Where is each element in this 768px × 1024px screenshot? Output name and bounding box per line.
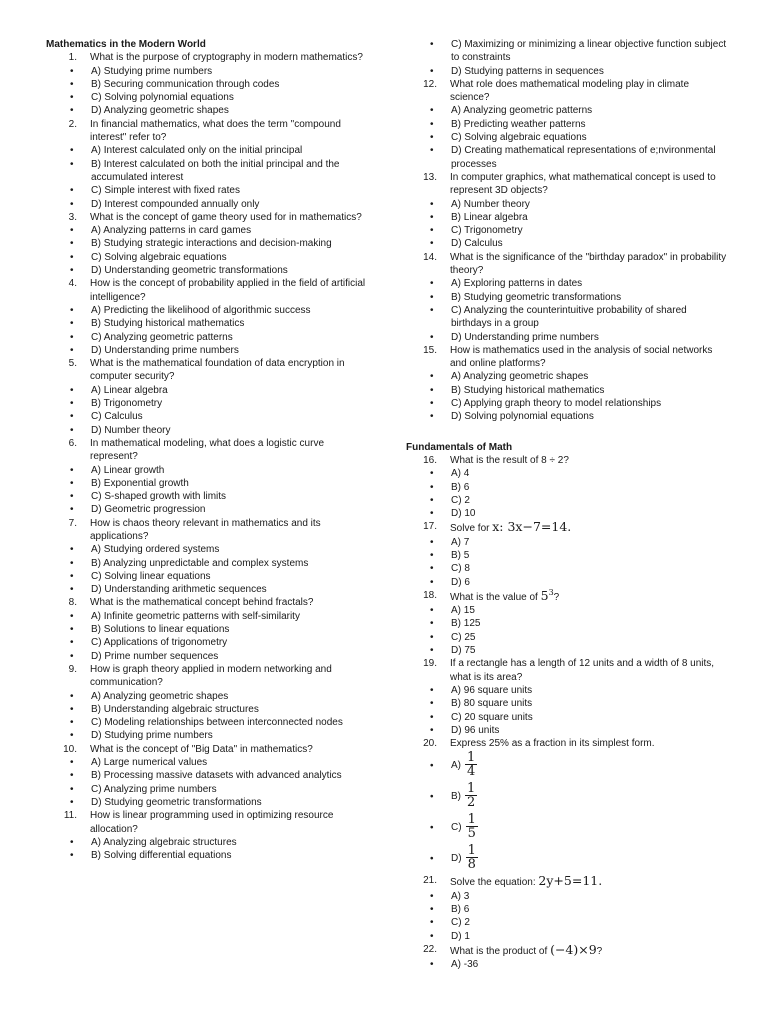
- question-number: 7.: [68, 517, 77, 529]
- option-list: [406, 277, 728, 343]
- option-list: [46, 610, 366, 663]
- question-number: 14.: [423, 251, 437, 263]
- question-20: [406, 737, 728, 750]
- answer-option: • B) Securing communication through codes: [91, 78, 366, 91]
- answer-option: • A) Analyzing algebraic structures: [91, 836, 366, 849]
- answer-option: • D) 6: [451, 576, 728, 589]
- question-number: 3.: [68, 211, 77, 223]
- question-13: [406, 171, 728, 198]
- answer-option: • C) 2: [451, 916, 728, 929]
- answer-option: • D) Studying prime numbers: [91, 729, 366, 742]
- question-text-prefix: Solve for: [450, 523, 490, 535]
- question-number: 9.: [68, 663, 77, 675]
- question-number: 5.: [68, 358, 77, 370]
- question-3: [46, 211, 366, 224]
- answer-option: • B) 5: [451, 549, 728, 562]
- question-1: [46, 51, 366, 64]
- fraction: [465, 782, 477, 809]
- question-text: In computer graphics, what mathematical concept is used to represent 3D objects?: [450, 171, 716, 197]
- answer-option: • B) Studying strategic interactions and decision-making: [91, 237, 366, 250]
- answer-option: [451, 750, 728, 781]
- question-6: [46, 437, 366, 464]
- answer-option: • C) Maximizing or minimizing a linear objective function subject to constraints: [451, 38, 728, 65]
- answer-option: • D) Studying geometric transformations: [91, 796, 366, 809]
- question-number: 20.: [423, 738, 437, 750]
- option-list: [406, 104, 728, 170]
- question-number: 18.: [423, 589, 437, 601]
- question-9: [46, 663, 366, 690]
- answer-option: • A) Exploring patterns in dates: [451, 277, 728, 290]
- question-text: What is the concept of "Big Data" in mathematics?: [90, 743, 313, 755]
- question-number: 2.: [68, 118, 77, 130]
- fraction: [466, 813, 478, 840]
- answer-option: • B) 125: [451, 617, 728, 630]
- fraction-denominator: 8: [467, 857, 476, 873]
- answer-option: • B) Processing massive datasets with advanced analytics: [91, 769, 366, 782]
- answer-option: • B) 80 square units: [451, 697, 728, 710]
- answer-option: • A) Infinite geometric patterns with self-similarity: [91, 610, 366, 623]
- answer-option: • A) Analyzing patterns in card games: [91, 224, 366, 237]
- math-exponent: 3: [548, 587, 554, 597]
- question-19: [406, 657, 728, 684]
- question-number: 8.: [68, 597, 77, 609]
- right-column: [406, 38, 728, 972]
- question-text: What is the result of 8 ÷ 2?: [450, 454, 569, 466]
- answer-option: • A) -36: [451, 958, 728, 971]
- fraction-numerator: 1: [467, 781, 476, 797]
- fraction: [465, 751, 477, 778]
- question-2: [46, 118, 366, 145]
- option-list: [406, 370, 728, 423]
- question-text: What is the significance of the "birthday paradox" in probability theory?: [450, 251, 727, 277]
- option-list: [46, 690, 366, 743]
- question-text: How is chaos theory relevant in mathematics and its applications?: [90, 517, 321, 542]
- question-text: If a rectangle has a length of 12 units and a width of 8 units, what is its area?: [450, 658, 715, 683]
- question-number: 11.: [63, 810, 77, 822]
- answer-option: • D) 75: [451, 644, 728, 657]
- question-number: 22.: [423, 943, 437, 955]
- option-list: [46, 543, 366, 596]
- answer-option: • B) Solving differential equations: [91, 849, 366, 862]
- answer-option: • B) Linear algebra: [451, 211, 728, 224]
- answer-option: [451, 812, 728, 843]
- question-15: [406, 344, 728, 371]
- answer-option: • B) Studying historical mathematics: [91, 317, 366, 330]
- question-text: [450, 520, 728, 535]
- answer-option: • A) 96 square units: [451, 684, 728, 697]
- question-number: 10.: [63, 743, 77, 755]
- answer-option: • C) 20 square units: [451, 711, 728, 724]
- option-list: [406, 467, 728, 520]
- answer-option: • D) Calculus: [451, 237, 728, 250]
- option-list: [406, 604, 728, 657]
- question-text: What is the purpose of cryptography in modern mathematics?: [90, 52, 363, 64]
- answer-option: • C) Simple interest with fixed rates: [91, 184, 366, 197]
- answer-option: • A) 15: [451, 604, 728, 617]
- answer-option: • C) 2: [451, 494, 728, 507]
- question-11: [46, 809, 366, 836]
- question-text: In financial mathematics, what does the term "compound interest" refer to?: [90, 118, 341, 144]
- answer-option: • C) Solving linear equations: [91, 570, 366, 583]
- question-16: [406, 454, 728, 467]
- answer-option: [451, 843, 728, 874]
- answer-option: • D) Number theory: [91, 424, 366, 437]
- answer-option: • C) Calculus: [91, 410, 366, 423]
- question-text: How is the concept of probability applied in the field of artificial intelligence?: [90, 278, 366, 303]
- answer-option: • D) Understanding prime numbers: [91, 344, 366, 357]
- answer-option: • A) Studying prime numbers: [91, 65, 366, 78]
- question-text-prefix: What is the product of: [450, 945, 548, 957]
- answer-option: • C) Analyzing the counterintuitive probability of shared birthdays in a group: [451, 304, 728, 331]
- answer-option: • A) Linear growth: [91, 464, 366, 477]
- option-label: • A): [451, 760, 461, 772]
- answer-option: • D) Understanding prime numbers: [451, 331, 728, 344]
- answer-option: • A) 4: [451, 467, 728, 480]
- option-list: [406, 198, 728, 251]
- fraction-denominator: 5: [467, 826, 476, 842]
- answer-option: • B) Understanding algebraic structures: [91, 703, 366, 716]
- question-text: How is linear programming used in optimizing resource allocation?: [90, 810, 334, 835]
- question-number: 19.: [423, 658, 437, 670]
- answer-option: • D) Geometric progression: [91, 503, 366, 516]
- option-list: [46, 224, 366, 277]
- math-expression: 2y+5=11.: [538, 873, 603, 889]
- option-label: • D): [451, 853, 462, 865]
- question-number: 13.: [423, 171, 437, 183]
- question-text-suffix: ?: [596, 945, 603, 957]
- answer-option: • D) 1: [451, 930, 728, 943]
- answer-option: • C) Modeling relationships between interconnected nodes: [91, 716, 366, 729]
- answer-option: • D) Understanding arithmetic sequences: [91, 583, 366, 596]
- answer-option: • C) S-shaped growth with limits: [91, 490, 366, 503]
- question-5: [46, 357, 366, 384]
- answer-option: • A) 7: [451, 536, 728, 549]
- fraction-numerator: 1: [467, 812, 476, 828]
- answer-option: • B) 6: [451, 903, 728, 916]
- question-text: [450, 874, 728, 889]
- answer-option: • C) Analyzing prime numbers: [91, 783, 366, 796]
- answer-option: • B) Predicting weather patterns: [451, 118, 728, 131]
- option-list: [46, 65, 366, 118]
- question-14: [406, 251, 728, 278]
- answer-option: [451, 781, 728, 812]
- answer-option: • A) Interest calculated only on the initial principal: [91, 144, 366, 157]
- answer-option: • D) Creating mathematical representations of e;nvironmental processes: [451, 144, 728, 171]
- option-list: [46, 304, 366, 357]
- question-number: 6.: [68, 437, 77, 449]
- answer-option: • B) Interest calculated on both the initial principal and the accumulated interest: [91, 158, 366, 185]
- answer-option: • A) Large numerical values: [91, 756, 366, 769]
- question-text: What is the mathematical concept behind fractals?: [90, 597, 314, 609]
- question-number: 4.: [68, 278, 77, 290]
- answer-option: • D) 96 units: [451, 724, 728, 737]
- section-heading: Mathematics in the Modern World: [46, 39, 206, 50]
- question-number: 16.: [423, 454, 437, 466]
- option-label: • B): [451, 791, 461, 803]
- answer-option: • A) Analyzing geometric shapes: [451, 370, 728, 383]
- answer-option: • B) Solutions to linear equations: [91, 623, 366, 636]
- question-text-prefix: Solve the equation:: [450, 877, 536, 889]
- answer-option: • C) Solving algebraic equations: [451, 131, 728, 144]
- section-spacer: [406, 424, 728, 441]
- fraction-numerator: 1: [467, 750, 476, 766]
- answer-option: • B) Exponential growth: [91, 477, 366, 490]
- question-number: 21.: [423, 875, 437, 887]
- answer-option: • C) Applications of trigonometry: [91, 636, 366, 649]
- option-list: [406, 750, 728, 874]
- question-number: 17.: [423, 521, 437, 533]
- math-expression: (−4)×9: [550, 941, 597, 957]
- question-text-prefix: What is the value of: [450, 591, 538, 603]
- answer-option: • C) Trigonometry: [451, 224, 728, 237]
- answer-option: • A) Predicting the likelihood of algorithmic success: [91, 304, 366, 317]
- option-list: [406, 958, 728, 971]
- answer-option: • B) Analyzing unpredictable and complex systems: [91, 557, 366, 570]
- answer-option: • D) Prime number sequences: [91, 650, 366, 663]
- answer-option: • C) 8: [451, 562, 728, 575]
- question-number: 15.: [423, 344, 437, 356]
- answer-option: • C) Solving algebraic equations: [91, 251, 366, 264]
- answer-option: • B) Studying historical mathematics: [451, 384, 728, 397]
- fraction-numerator: 1: [467, 843, 476, 859]
- answer-option: • D) Analyzing geometric shapes: [91, 104, 366, 117]
- math-expression: x: 3x−7=14.: [492, 519, 572, 535]
- answer-option: • C) Solving polynomial equations: [91, 91, 366, 104]
- answer-option: • A) Linear algebra: [91, 384, 366, 397]
- option-list: [46, 144, 366, 210]
- question-text: How is graph theory applied in modern networking and communication?: [90, 663, 332, 689]
- answer-option: • A) Analyzing geometric shapes: [91, 690, 366, 703]
- question-7: [46, 517, 366, 544]
- answer-option: • A) Studying ordered systems: [91, 543, 366, 556]
- math-base: 5: [540, 587, 549, 603]
- answer-option: • D) Interest compounded annually only: [91, 198, 366, 211]
- fraction: [466, 844, 478, 871]
- answer-option: • D) Solving polynomial equations: [451, 410, 728, 423]
- question-text: What is the mathematical foundation of data encryption in computer security?: [90, 358, 345, 383]
- answer-option: • D) 10: [451, 507, 728, 520]
- math-expression: [541, 588, 554, 603]
- question-22: [406, 943, 728, 958]
- question-number: 12.: [423, 78, 437, 90]
- question-text: In mathematical modeling, what does a logistic curve represent?: [90, 437, 325, 463]
- answer-option: • C) Applying graph theory to model relationships: [451, 397, 728, 410]
- option-label: • C): [451, 822, 462, 834]
- question-8: [46, 596, 366, 609]
- question-18: [406, 589, 728, 604]
- question-text: What is the concept of game theory used for in mathematics?: [90, 211, 362, 223]
- answer-option: • B) 6: [451, 481, 728, 494]
- question-text: [450, 943, 728, 958]
- option-list-continued: [406, 38, 728, 78]
- option-list: [406, 890, 728, 943]
- question-text-suffix: ?: [553, 591, 560, 603]
- answer-option: • A) Analyzing geometric patterns: [451, 104, 728, 117]
- fraction-denominator: 4: [467, 764, 476, 780]
- question-text: [450, 589, 728, 604]
- answer-option: • A) 3: [451, 890, 728, 903]
- question-21: [406, 874, 728, 889]
- fraction-denominator: 2: [467, 795, 476, 811]
- question-4: [46, 277, 366, 304]
- question-10: [46, 743, 366, 756]
- option-list: [46, 464, 366, 517]
- question-text: How is mathematics used in the analysis of social networks and online platforms?: [450, 344, 713, 370]
- answer-option: • B) Studying geometric transformations: [451, 291, 728, 304]
- answer-option: • C) 25: [451, 631, 728, 644]
- answer-option: • A) Number theory: [451, 198, 728, 211]
- section-heading: Fundamentals of Math: [406, 441, 513, 453]
- answer-option: • B) Trigonometry: [91, 397, 366, 410]
- answer-option: • D) Understanding geometric transformations: [91, 264, 366, 277]
- option-list: [406, 684, 728, 737]
- option-list: [46, 756, 366, 809]
- option-list: [46, 384, 366, 437]
- answer-option: • C) Analyzing geometric patterns: [91, 331, 366, 344]
- option-list: [46, 836, 366, 863]
- question-text: Express 25% as a fraction in its simplest form.: [450, 738, 655, 750]
- question-text: What role does mathematical modeling play in climate science?: [450, 78, 689, 104]
- option-list: [406, 536, 728, 589]
- question-number: 1.: [68, 52, 77, 64]
- answer-option: • D) Studying patterns in sequences: [451, 65, 728, 78]
- question-17: [406, 520, 728, 535]
- left-column: [46, 38, 366, 862]
- question-12: [406, 78, 728, 105]
